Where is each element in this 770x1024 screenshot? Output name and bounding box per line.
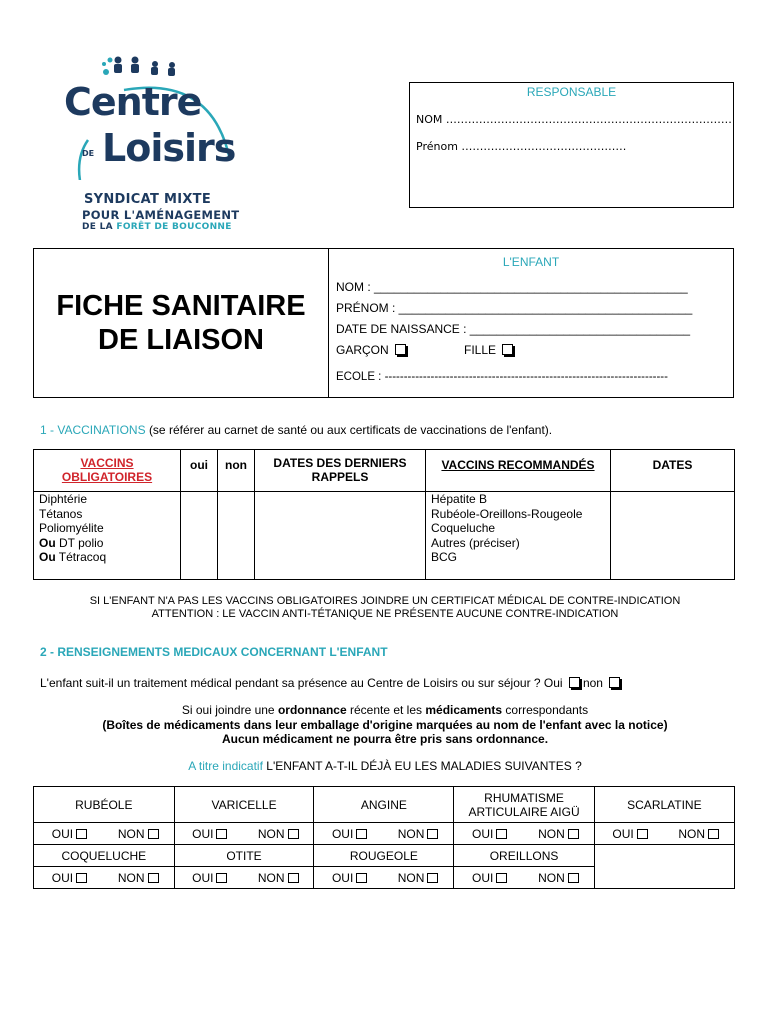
cell-oui[interactable]	[181, 507, 218, 522]
logo	[62, 52, 242, 237]
logo-sub3: DE LA FORÊT DE BOUCONNE	[82, 222, 232, 232]
empty-cell	[594, 845, 734, 889]
oui-non-cell[interactable]: OUI NON	[314, 823, 454, 845]
fille-label: FILLE	[464, 343, 497, 357]
cell-date2[interactable]	[611, 550, 735, 565]
cell-date2[interactable]	[611, 565, 735, 580]
ordonnance-info	[0, 703, 770, 747]
header-oui: oui	[181, 450, 218, 492]
empty-cell	[426, 565, 611, 580]
title-line1: FICHE SANITAIRE	[56, 290, 306, 322]
logo-title-de: DE	[82, 149, 95, 158]
fille-checkbox[interactable]	[502, 344, 513, 355]
responsable-title: RESPONSABLE	[526, 85, 617, 99]
enfant-box	[33, 248, 734, 398]
maladie-oreillons: OREILLONS	[454, 845, 594, 867]
cell-non[interactable]	[218, 550, 255, 565]
section2-heading: 2 - RENSEIGNEMENTS MEDICAUX CONCERNANT L'ENFANT	[40, 645, 388, 659]
logo-sub2: POUR L'AMÉNAGEMENT	[82, 208, 240, 222]
cell-oui[interactable]	[181, 521, 218, 536]
oui-non-cell[interactable]: OUI NON	[174, 867, 314, 889]
vaccin-obligatoire: Tétanos	[34, 507, 181, 522]
vaccins-table	[33, 449, 735, 580]
notice-line1: SI L'ENFANT N'A PAS LES VACCINS OBLIGATOIRES JOINDRE UN CERTIFICAT MÉDICAL DE CONTRE-INDICATION	[89, 595, 681, 607]
oui-checkbox[interactable]	[356, 829, 367, 839]
non-checkbox[interactable]	[288, 873, 299, 883]
header-recommandes: VACCINS RECOMMANDÉS	[426, 450, 611, 492]
responsable-prenom-field[interactable]: Prénom ………………………………………	[416, 140, 627, 153]
non-checkbox[interactable]	[568, 829, 579, 839]
non-checkbox[interactable]	[148, 873, 159, 883]
empty-cell	[34, 565, 181, 580]
cell-non[interactable]	[218, 507, 255, 522]
non-checkbox[interactable]	[288, 829, 299, 839]
cell-oui[interactable]	[181, 536, 218, 551]
header-obligatoires: VACCINS OBLIGATOIRES	[34, 450, 181, 492]
non-checkbox[interactable]	[148, 829, 159, 839]
page-title	[34, 289, 328, 357]
cell-date[interactable]	[255, 550, 426, 565]
maladie-otite: OTITE	[174, 845, 314, 867]
cell-date2[interactable]	[611, 492, 735, 507]
cell-date[interactable]	[255, 507, 426, 522]
maladie-scarlatine: SCARLATINE	[594, 787, 734, 823]
oui-checkbox[interactable]	[216, 829, 227, 839]
non-label: non	[582, 676, 603, 690]
fille-option[interactable]	[464, 343, 513, 357]
maladies-heading: A titre indicatif L'ENFANT A-T-IL DÉJÀ EU LES MALADIES SUIVANTES ?	[188, 759, 582, 773]
cell-date2[interactable]	[611, 507, 735, 522]
header-non: non	[218, 450, 255, 492]
oui-checkbox[interactable]	[216, 873, 227, 883]
oui-non-cell[interactable]: OUI NON	[34, 867, 175, 889]
cell-date2[interactable]	[611, 521, 735, 536]
maladie-varicelle: VARICELLE	[174, 787, 314, 823]
box-divider	[328, 249, 329, 397]
header-dates-rappels: DATES DES DERNIERS RAPPELS	[255, 450, 426, 492]
aucun-line: Aucun médicament ne pourra être pris sans ordonnance.	[221, 732, 549, 746]
non-checkbox[interactable]	[708, 829, 719, 839]
maladie-rhumatisme: RHUMATISME ARTICULAIRE AIGÜ	[454, 787, 594, 823]
oui-checkbox[interactable]	[496, 873, 507, 883]
oui-non-cell[interactable]: OUI NON	[454, 823, 594, 845]
cell-non[interactable]	[218, 565, 255, 580]
vaccin-recommande: Coqueluche	[426, 521, 611, 536]
traitement-question	[40, 676, 620, 690]
non-checkbox[interactable]	[609, 677, 620, 688]
enfant-ecole-field[interactable]: ECOLE : --------------------------------------------------------------------------	[336, 371, 668, 383]
maladie-rougeole: ROUGEOLE	[314, 845, 454, 867]
logo-sub1: SYNDICAT MIXTE	[84, 192, 212, 207]
cell-non[interactable]	[218, 536, 255, 551]
vaccin-recommande: BCG	[426, 550, 611, 565]
cell-date2[interactable]	[611, 536, 735, 551]
enfant-title: L'ENFANT	[502, 255, 560, 269]
responsable-box	[409, 82, 734, 208]
oui-non-cell[interactable]: OUI NON	[594, 823, 734, 845]
cell-oui[interactable]	[181, 492, 218, 507]
header-dates: DATES	[611, 450, 735, 492]
oui-non-cell[interactable]: OUI NON	[314, 867, 454, 889]
oui-non-cell[interactable]: OUI NON	[454, 867, 594, 889]
cell-oui[interactable]	[181, 565, 218, 580]
maladie-coqueluche: COQUELUCHE	[34, 845, 175, 867]
vaccin-recommande: Hépatite B	[426, 492, 611, 507]
oui-checkbox[interactable]	[569, 677, 580, 688]
si-oui-line: Si oui joindre une ordonnance récente et les médicaments correspondants	[181, 703, 589, 717]
notice-line2: ATTENTION : LE VACCIN ANTI-TÉTANIQUE NE PRÉSENTE AUCUNE CONTRE-INDICATION	[151, 608, 619, 620]
logo-title-line2: Loisirs	[102, 126, 236, 170]
oui-non-cell[interactable]: OUI NON	[174, 823, 314, 845]
vaccin-obligatoire: Diphtérie	[34, 492, 181, 507]
boites-line: (Boîtes de médicaments dans leur emballage d'origine marquées au nom de l'enfant avec la notice)	[102, 717, 668, 732]
cell-date[interactable]	[255, 565, 426, 580]
oui-label: Oui	[543, 676, 563, 690]
cell-date[interactable]	[255, 492, 426, 507]
title-line2: DE LIAISON	[98, 324, 264, 356]
cell-date[interactable]	[255, 536, 426, 551]
enfant-naissance-field[interactable]: DATE DE NAISSANCE : _________________________________	[336, 322, 691, 336]
cell-date[interactable]	[255, 521, 426, 536]
maladie-angine: ANGINE	[314, 787, 454, 823]
oui-checkbox[interactable]	[496, 829, 507, 839]
oui-checkbox[interactable]	[356, 873, 367, 883]
section1-heading: 1 - VACCINATIONS (se référer au carnet de santé ou aux certificats de vaccinations de l'enfant).	[40, 423, 553, 437]
question-text: L'enfant suit-il un traitement médical pendant sa présence au Centre de Loisirs ou sur séjour ?	[40, 676, 541, 690]
vaccin-obligatoire: Ou Tétracoq	[34, 550, 181, 565]
non-checkbox[interactable]	[427, 873, 438, 883]
garcon-option[interactable]	[336, 343, 406, 357]
cell-non[interactable]	[218, 492, 255, 507]
enfant-nom-field[interactable]: NOM : _______________________________________________	[336, 280, 688, 294]
oui-checkbox[interactable]	[76, 829, 87, 839]
vaccin-notice	[0, 595, 770, 621]
vaccin-obligatoire: Ou DT polio	[34, 536, 181, 551]
oui-checkbox[interactable]	[637, 829, 648, 839]
vaccin-recommande: Rubéole-Oreillons-Rougeole	[426, 507, 611, 522]
garcon-label: GARÇON	[336, 343, 389, 357]
responsable-nom-field[interactable]: NOM ……………………………………………………………………	[416, 113, 732, 126]
maladie-rubeole: RUBÉOLE	[34, 787, 175, 823]
cell-oui[interactable]	[181, 550, 218, 565]
enfant-prenom-field[interactable]: PRÉNOM : ____________________________________________	[336, 301, 693, 315]
garcon-checkbox[interactable]	[395, 344, 406, 355]
oui-non-cell[interactable]: OUI NON	[34, 823, 175, 845]
vaccin-obligatoire: Poliomyélite	[34, 521, 181, 536]
oui-checkbox[interactable]	[76, 873, 87, 883]
non-checkbox[interactable]	[568, 873, 579, 883]
maladies-table	[33, 786, 735, 889]
non-checkbox[interactable]	[427, 829, 438, 839]
logo-title-line1: Centre	[64, 80, 202, 124]
cell-non[interactable]	[218, 521, 255, 536]
vaccin-recommande: Autres (préciser)	[426, 536, 611, 551]
